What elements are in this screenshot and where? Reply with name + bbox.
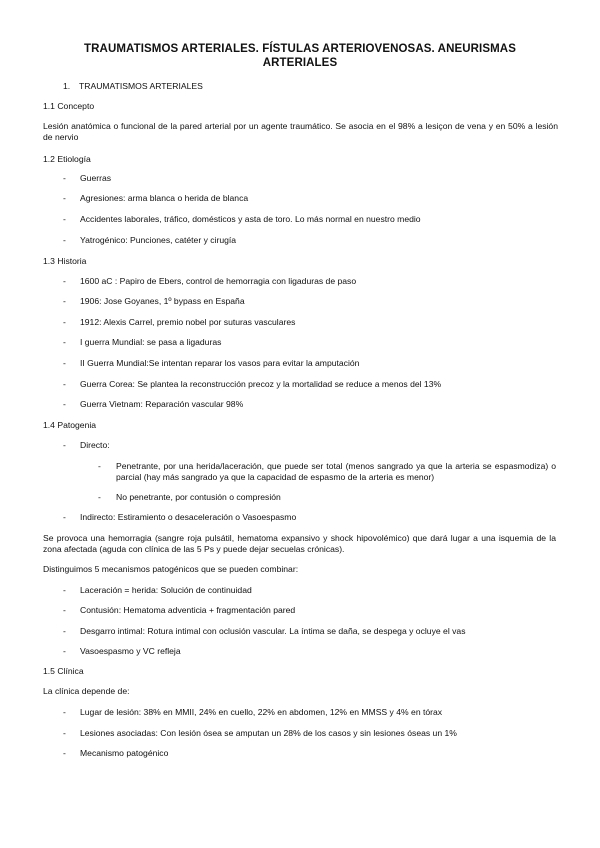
bullet-dash: - — [63, 728, 66, 738]
list-item: II Guerra Mundial:Se intentan reparar los vasos para evitar la amputación — [80, 358, 360, 368]
list-item: I guerra Mundial: se pasa a ligaduras — [80, 337, 222, 347]
list-item: Vasoespasmo y VC refleja — [80, 646, 181, 656]
list-item: 1906: Jose Goyanes, 1º bypass en España — [80, 296, 245, 306]
bullet-dash: - — [63, 707, 66, 717]
historia-heading: 1.3 Historia — [43, 256, 87, 266]
bullet-dash: - — [63, 337, 66, 347]
list-item: Guerra Vietnam: Reparación vascular 98% — [80, 399, 244, 409]
bullet-dash: - — [63, 276, 66, 286]
bullet-dash: - — [63, 440, 66, 450]
mecanismos-intro: Distinguimos 5 mecanismos patogénicos que se pueden combinar: — [43, 564, 299, 574]
bullet-dash: - — [63, 193, 66, 203]
bullet-dash: - — [63, 235, 66, 245]
bullet-dash: - — [63, 173, 66, 183]
bullet-dash: - — [63, 605, 66, 615]
clinica-heading: 1.5 Clínica — [43, 666, 84, 676]
section-number: 1. — [63, 81, 71, 91]
clinica-intro: La clínica depende de: — [43, 686, 130, 696]
bullet-dash: - — [63, 585, 66, 595]
bullet-dash: - — [63, 358, 66, 368]
bullet-dash: - — [63, 646, 66, 656]
concepto-heading: 1.1 Concepto — [43, 101, 95, 111]
list-item: Agresiones: arma blanca o herida de blanca — [80, 193, 249, 203]
bullet-dash: - — [63, 512, 66, 522]
etiologia-heading: 1.2 Etiología — [43, 154, 91, 164]
bullet-dash: - — [98, 461, 101, 471]
list-item: Lesiones asociadas: Con lesión ósea se amputan un 28% de los casos y sin lesiones óseas un 1% — [80, 728, 457, 738]
list-item: Accidentes laborales, tráfico, domésticos y asta de toro. Lo más normal en nuestro medio — [80, 214, 421, 224]
list-item: Guerras — [80, 173, 112, 183]
concepto-text: Lesión anatómica o funcional de la pared arterial por un agente traumático. Se asocia en el 98% a lesiçon de vena y en 50% a lesión de nervio — [43, 121, 558, 142]
sub-list-item: Penetrante, por una herida/laceración, que puede ser total (menos sangrado ya que la arteria se espasmodiza) o parcial (hay más sangrado ya que la capacidad de espasmo de la arteria es menor) — [116, 461, 556, 482]
list-item: 1600 aC : Papiro de Ebers, control de hemorragia con ligaduras de paso — [80, 276, 357, 286]
document-title: TRAUMATISMOS ARTERIALES. FÍSTULAS ARTERIOVENOSAS. ANEURISMAS ARTERIALES — [84, 43, 516, 69]
patogenia-paragraph: Se provoca una hemorragia (sangre roja pulsátil, hematoma expansivo y shock hipovolémico) que dará lugar a una isquemia de la zona afectada (aguda con clínica de las 5 Ps y puede dejar secuelas crónicas). — [43, 533, 556, 554]
bullet-dash: - — [63, 748, 66, 758]
bullet-dash: - — [63, 317, 66, 327]
bullet-dash: - — [63, 379, 66, 389]
list-item: Guerra Corea: Se plantea la reconstrucción precoz y la mortalidad se reduce a menos del 13% — [80, 379, 442, 389]
list-item: Contusión: Hematoma adventicia + fragmentación pared — [80, 605, 296, 615]
bullet-dash: - — [63, 214, 66, 224]
bullet-dash: - — [98, 492, 101, 502]
bullet-dash: - — [63, 626, 66, 636]
bullet-dash: - — [63, 399, 66, 409]
list-item: Lugar de lesión: 38% en MMII, 24% en cuello, 22% en abdomen, 12% en MMSS y 4% en tórax — [80, 707, 443, 717]
section-title: TRAUMATISMOS ARTERIALES — [79, 81, 203, 91]
list-item: 1912: Alexis Carrel, premio nobel por suturas vasculares — [80, 317, 296, 327]
list-item: Desgarro intimal: Rotura intimal con oclusión vascular. La íntima se daña, se despega y ocluye el vas — [80, 626, 466, 636]
list-item: Indirecto: Estiramiento o desaceleración o Vasoespasmo — [80, 512, 297, 522]
list-item: Mecanismo patogénico — [80, 748, 169, 758]
list-item: Laceración = herida: Solución de continuidad — [80, 585, 252, 595]
list-item: Yatrogénico: Punciones, catéter y cirugía — [80, 235, 237, 245]
patogenia-heading: 1.4 Patogenia — [43, 420, 97, 430]
bullet-dash: - — [63, 296, 66, 306]
sub-list-item: No penetrante, por contusión o compresión — [116, 492, 281, 502]
list-item: Directo: — [80, 440, 110, 450]
